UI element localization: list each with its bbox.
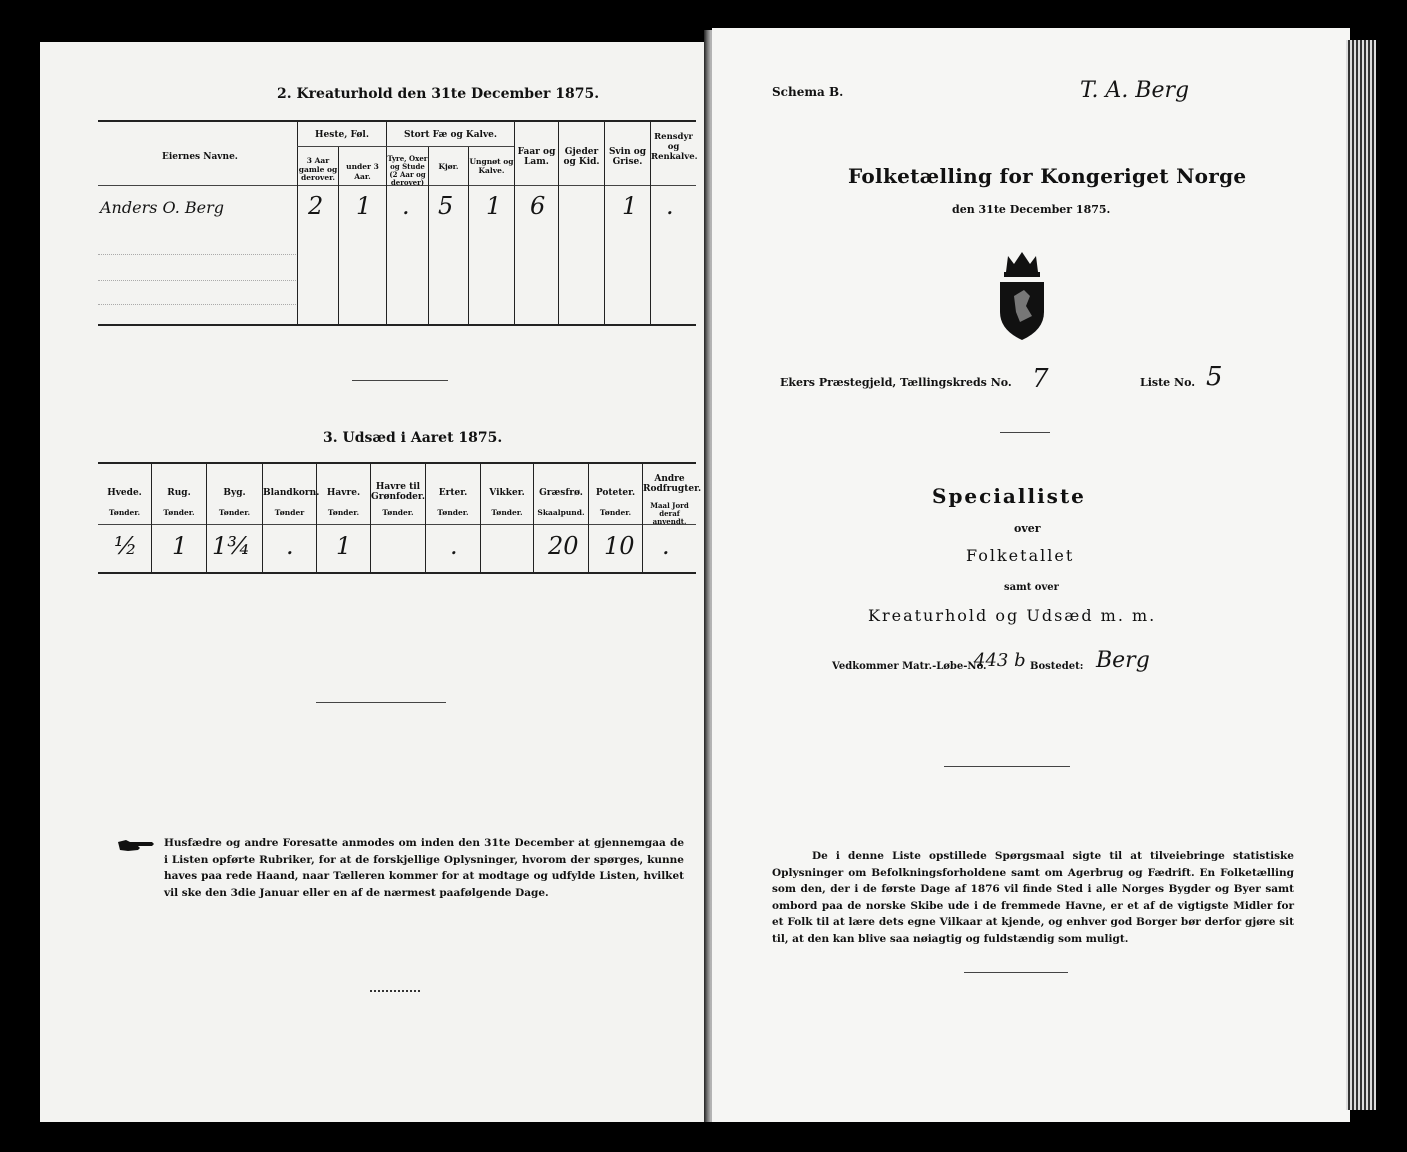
col-divider xyxy=(386,120,387,324)
cattle-header: Stort Fæ og Kalve. xyxy=(403,130,498,140)
col-divider xyxy=(297,120,298,324)
owner-name: Anders O. Berg xyxy=(100,198,224,217)
seed-header-unit: Tønder. xyxy=(382,508,414,517)
goats-header: Gjeder og Kid. xyxy=(563,147,600,167)
section3-title: 3. Udsæd i Aaret 1875. xyxy=(323,430,503,446)
kreaturhold-heading: Kreaturhold og Udsæd m. m. xyxy=(868,606,1157,625)
table-bottom-rule xyxy=(98,324,696,326)
bosted-value: Berg xyxy=(1096,648,1150,673)
instructions-notice: Husfædre og andre Foresatte anmodes om inden den 31te December at gjennemgaa de i Listen opførte Rubriker, for at de forskjellige Oplysninger, hvorom der spørges, kunne haves paa rede Haand, naar Tælleren kommer for at modtage og udfylde Listen, hvilket vil ske den 3die Januar eller en af de nærmest paafølgende Dage. xyxy=(164,837,684,899)
cows-header: Kjør. xyxy=(438,162,459,171)
seed-header-name: Blandkorn. xyxy=(263,488,320,498)
seed-value: . xyxy=(286,532,294,560)
matr-label: Vedkommer Matr.-Løbe-No. xyxy=(832,661,987,672)
norway-coat-of-arms xyxy=(994,250,1050,342)
seed-header-unit: Skaalpund. xyxy=(537,508,585,517)
seed-header-unit: Maal Jord deraf anvendt. xyxy=(650,501,689,526)
table-top-rule xyxy=(98,462,696,464)
separator xyxy=(352,380,448,381)
seed-value: 10 xyxy=(604,532,635,560)
list-label: Liste No. xyxy=(1140,376,1196,389)
specialliste-heading: Specialliste xyxy=(932,484,1086,508)
pigs-header: Svin og Grise. xyxy=(608,147,647,167)
separator xyxy=(944,766,1070,767)
seed-header-name: Havre til Grønfoder. xyxy=(371,482,425,502)
bosted-label: Bostedet: xyxy=(1030,661,1084,672)
section2-title: 2. Kreaturhold den 31te December 1875. xyxy=(277,86,600,102)
seed-value: . xyxy=(662,532,670,560)
seed-header-name: Vikker. xyxy=(489,488,525,498)
signature: T. A. Berg xyxy=(1080,78,1190,103)
seed-header-name: Erter. xyxy=(438,488,468,498)
horses-young-value: 1 xyxy=(356,192,372,220)
row-line xyxy=(98,254,298,255)
separator xyxy=(316,702,446,703)
census-date: den 31te December 1875. xyxy=(952,203,1111,216)
seed-header-name: Byg. xyxy=(223,488,246,498)
seed-header-unit: Tønder xyxy=(274,508,305,517)
right-page xyxy=(712,28,1350,1122)
group-rule xyxy=(386,146,514,147)
row-line xyxy=(98,304,298,305)
list-number: 5 xyxy=(1206,362,1223,392)
seed-header-name: Rug. xyxy=(167,488,191,498)
reindeer-value: . xyxy=(666,192,674,220)
calves-header: Ungnøt og Kalve. xyxy=(469,157,514,175)
horses-old-value: 2 xyxy=(308,192,324,220)
row-line xyxy=(98,280,298,281)
document-title: Folketælling for Kongeriget Norge xyxy=(848,164,1247,188)
separator xyxy=(370,990,420,992)
owner-header: Eiernes Navne. xyxy=(162,152,238,162)
seed-value: 20 xyxy=(548,532,579,560)
group-rule xyxy=(297,146,386,147)
reindeer-header: Rensdyr og Renkalve. xyxy=(651,132,698,162)
seed-header-unit: Tønder. xyxy=(108,508,141,517)
separator xyxy=(964,972,1068,973)
parish-label: Ekers Præstegjeld, Tællingskreds No. xyxy=(780,376,1012,389)
seed-header-unit: Tønder. xyxy=(599,508,632,517)
seed-value: ½ xyxy=(114,532,138,560)
horses-old-header: 3 Aar gamle og derover. xyxy=(298,156,338,182)
horses-header: Heste, Føl. xyxy=(315,130,369,140)
page-edges xyxy=(1346,40,1376,1110)
seed-value: 1¾ xyxy=(212,532,251,560)
seed-header-name: Andre Rodfrugter. xyxy=(643,474,702,494)
pigs-value: 1 xyxy=(622,192,638,220)
horses-young-header: under 3 Aar. xyxy=(346,162,379,181)
table-top-rule xyxy=(98,120,696,122)
sheep-header: Faar og Lam. xyxy=(517,147,556,167)
seed-value: 1 xyxy=(172,532,188,560)
left-page xyxy=(40,42,712,1122)
over-label: over xyxy=(1014,522,1041,535)
intro-paragraph: De i denne Liste opstillede Spørgsmaal sigte til at tilveiebringe statistiske Oplysninger om Befolkningsforholdene samt om Agerbrug og Fædrift. En Folketælling som den, der i de første Dage af 1876 vil finde Sted i alle Norges Bygder og Byer samt ombord paa de norske Skibe ude i de fremmede Havne, er et af de vigtigste Midler for et Folk til at lære dets egne Vilkaar at kjende, og enhver god Borger bør derfor gjøre sit til, at den kan blive saa nøiagtig og fuldstændig som muligt. xyxy=(772,850,1294,945)
seed-value: . xyxy=(450,532,458,560)
seed-header-unit: Tønder. xyxy=(327,508,360,517)
seed-header-name: Hvede. xyxy=(107,488,142,498)
bulls-value: . xyxy=(402,192,410,220)
seed-header-unit: Tønder. xyxy=(437,508,469,517)
seed-value: 1 xyxy=(336,532,352,560)
table-header-rule xyxy=(98,524,696,525)
sheep-value: 6 xyxy=(530,192,546,220)
seed-header-unit: Tønder. xyxy=(163,508,195,517)
calves-value: 1 xyxy=(486,192,502,220)
seed-header-unit: Tønder. xyxy=(491,508,523,517)
schema-label: Schema B. xyxy=(772,85,844,99)
district-number: 7 xyxy=(1032,364,1049,394)
table-bottom-rule xyxy=(98,572,696,574)
col-divider xyxy=(428,147,429,324)
bulls-header: Tyre, Oxer og Stude (2 Aar og derover) xyxy=(387,154,428,187)
samt-over-label: samt over xyxy=(1004,582,1059,593)
separator xyxy=(1000,432,1050,433)
cows-value: 5 xyxy=(438,192,454,220)
matr-number: 443 b xyxy=(974,650,1026,671)
pointing-hand-icon xyxy=(116,838,156,854)
seed-header-name: Poteter. xyxy=(595,488,636,498)
seed-header-name: Græsfrø. xyxy=(539,488,583,498)
folketallet-heading: Folketallet xyxy=(966,546,1075,565)
seed-header-unit: Tønder. xyxy=(218,508,251,517)
seed-header-name: Havre. xyxy=(326,488,361,498)
